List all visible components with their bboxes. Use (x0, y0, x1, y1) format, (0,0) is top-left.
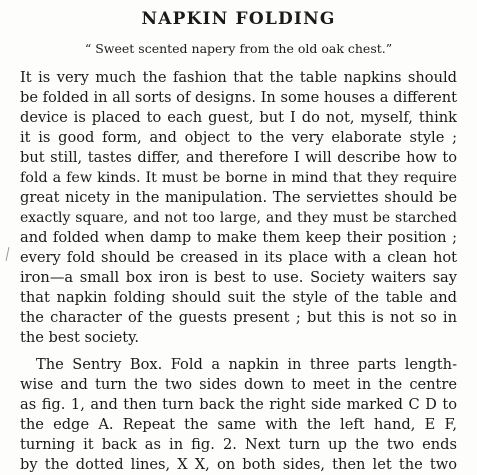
text-line: device is placed to each guest, but I do not, myself, think (20, 109, 457, 126)
text-line: iron—a small box iron is best to use. Society waiters say (20, 269, 457, 286)
text-line: as fig. 1, and then turn back the right side marked C D to (20, 396, 457, 413)
text-line: be folded in all sorts of designs. In some houses a different (20, 89, 457, 106)
epigraph: “ Sweet scented napery from the old oak chest.” (84, 41, 393, 56)
text-line: the character of the guests present ; but this is not so in (20, 309, 457, 326)
text-line: that napkin folding should suit the style of the table and (20, 289, 457, 306)
text-line: turning it back as in fig. 2. Next turn up the two ends (20, 436, 457, 453)
text-line: the edge A. Repeat the same with the left hand, E F, (20, 416, 457, 433)
text-line: and folded when damp to make them keep their position ; (20, 229, 457, 246)
text-line: great nicety in the manipulation. The serviettes should be (20, 189, 457, 206)
text-line: wise and turn the two sides down to meet in the centre (20, 376, 457, 393)
page-title: NAPKIN FOLDING (141, 9, 336, 29)
text-line: fold a few kinds. It must be borne in mind that they require (20, 170, 457, 186)
text-line: by the dotted lines, X X, on both sides, then let the two (20, 456, 457, 473)
text-line: The Sentry Box. Fold a napkin in three parts length- (36, 356, 457, 373)
margin-mark (6, 247, 10, 261)
text-line: the best society. (20, 329, 140, 346)
text-line: it is good form, and object to the very elaborate style ; (20, 129, 457, 146)
text-line: It is very much the fashion that the table napkins should (20, 69, 457, 86)
text-line: but still, tastes differ, and therefore I will describe how to (20, 149, 457, 166)
text-line: exactly square, and not too large, and they must be starched (20, 210, 457, 226)
text-line: every fold should be creased in its place with a clean hot (20, 249, 457, 266)
